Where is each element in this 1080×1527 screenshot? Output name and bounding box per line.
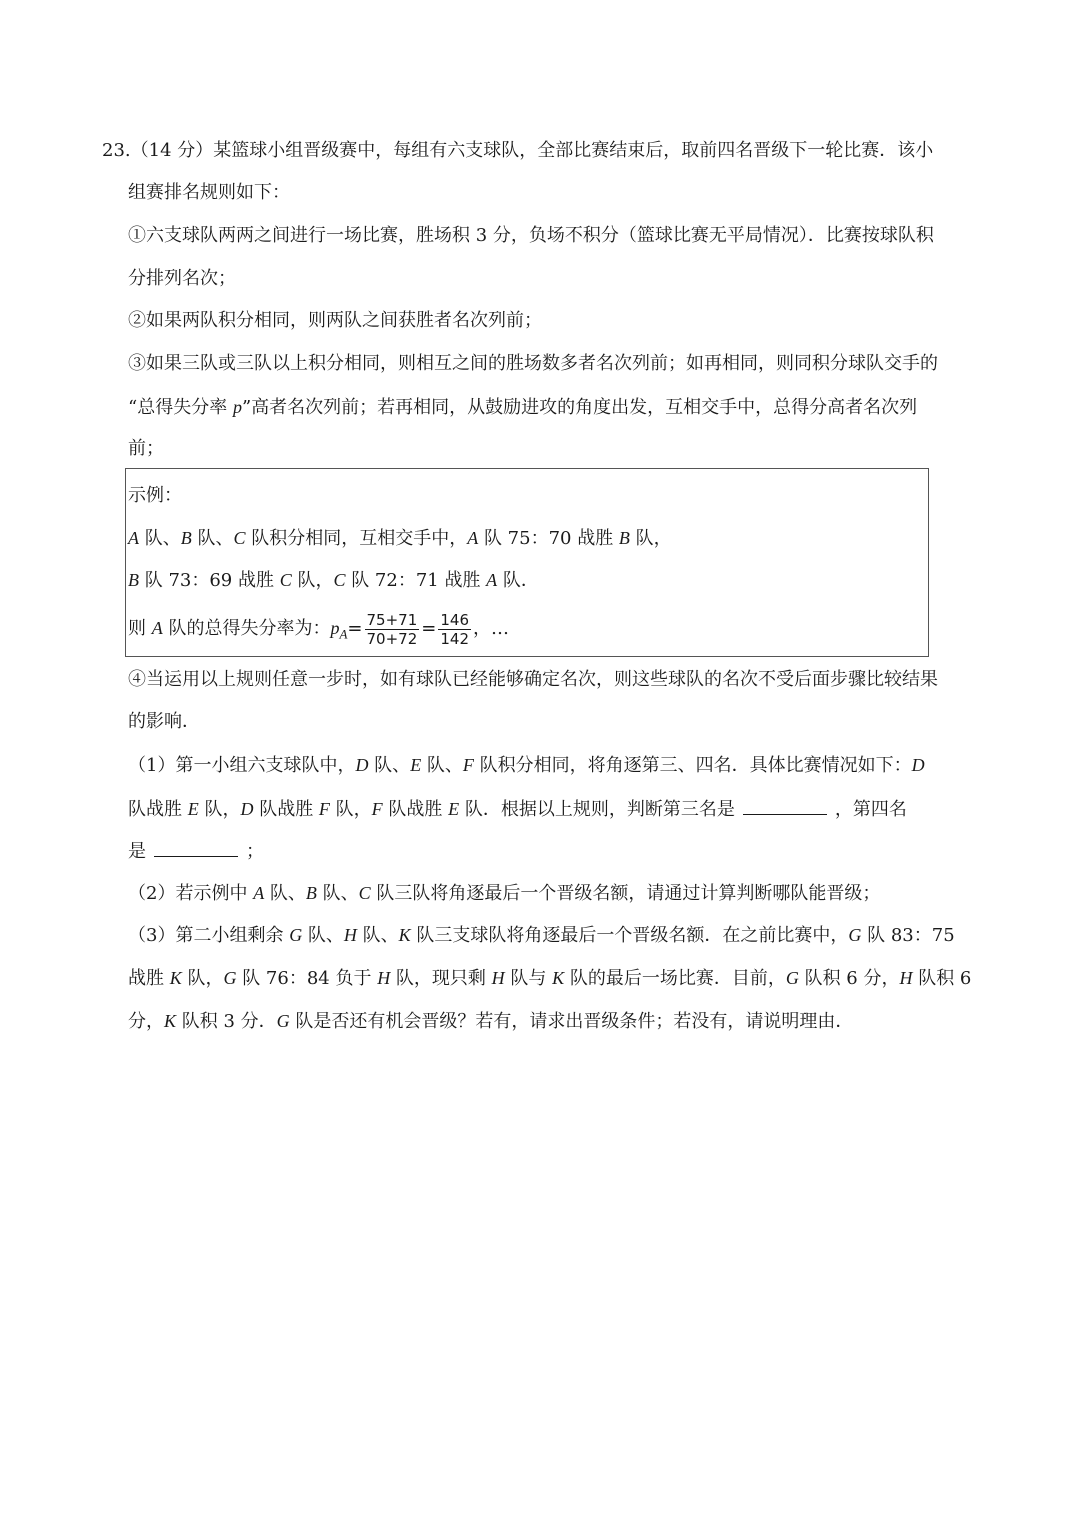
text: ； [246,841,264,862]
equals-sign: = [421,618,437,639]
text: 队三队将角逐最后一个晋级名额，请通过计算判断哪队能晋级； [370,883,881,904]
team-f: F [371,799,383,819]
text: 队、 [139,528,181,549]
text: 队， [329,799,372,820]
variable-p: p [232,397,242,417]
text: 队、 [316,883,359,904]
team-h: H [377,968,391,988]
team-f: F [318,799,330,819]
team-b: B [618,528,630,548]
team-g: G [276,1011,290,1031]
text: 队， [291,570,334,591]
team-g: G [289,925,303,945]
team-k: K [169,968,182,988]
team-k: K [552,968,565,988]
question-line-2: 组赛排名规则如下： [128,182,290,203]
team-a: A [467,528,479,548]
team-c: C [358,883,371,903]
team-b: B [180,528,192,548]
team-h: H [899,968,913,988]
text: 队战胜 [253,799,319,820]
part-2 [128,881,880,906]
rule-2: ②如果两队积分相同，则两队之间获胜者名次列前； [128,310,542,331]
text: 队积 6 [912,968,972,989]
team-h: H [491,968,505,988]
text: 战胜 [128,968,170,989]
answer-blank-fourth-place[interactable] [154,838,238,857]
team-c: C [279,570,292,590]
text: 队是否还有机会晋级？若有，请求出晋级条件；若没有，请说明理由． [289,1011,854,1032]
text: 队、 [421,755,463,776]
text: 队 73：69 战胜 [139,570,280,591]
text: 队积分相同，互相交手中， [245,528,468,549]
variable-p: p [330,618,340,638]
rule-3-line-3: 前； [128,438,164,459]
text: 队与 [504,968,553,989]
subscript-a: A [339,626,348,642]
team-f: F [462,755,474,775]
text: （1）第一小组六支球队中， [128,755,356,776]
text: 队、 [302,925,344,946]
fraction-2-numerator: 146 [440,610,469,629]
team-a: A [253,883,265,903]
text: 队， [181,968,224,989]
example-line-2 [128,568,539,593]
text: 队三支球队将角逐最后一个晋级名额．在之前比赛中， [410,925,849,946]
text: 队， [629,528,672,549]
part-3-line-2 [128,966,971,991]
text: 队， [198,799,241,820]
question-stem: （14 分）某篮球小组晋级赛中，每组有六支球队，全部比赛结束后，取前四名晋级下一轮比赛．该小 [130,140,934,161]
fraction-1-numerator: 75+71 [366,610,418,629]
team-g: G [785,968,799,988]
text: （3）第二小组剩余 [128,925,290,946]
team-c: C [233,528,246,548]
team-b: B [305,883,317,903]
team-g: G [223,968,237,988]
example-line-3 [128,610,509,653]
text: 队战胜 [382,799,449,820]
text: 队积 3 分． [176,1011,277,1032]
rule-4-line-2: 的影响． [128,711,200,732]
rule-3-line-1: ③如果三队或三队以上积分相同，则相互之间的胜场数多者名次列前；如再相同，则同积分球队交手的 [128,353,938,374]
part-3-line-1 [128,923,955,948]
text: 队 83：75 [861,925,955,946]
question-line-1 [102,139,933,163]
team-e: E [410,755,422,775]
text: 则 [128,618,152,639]
team-a: A [486,570,498,590]
rule-3-line-2 [128,395,917,420]
rule-4-line-1: ④当运用以上规则任意一步时，如有球队已经能够确定名次，则这些球队的名次不受后面步骤比较结果 [128,669,938,690]
team-g: G [848,925,862,945]
ellipsis: ，… [473,618,509,639]
fraction-1 [365,611,420,648]
text: 队、 [264,883,306,904]
team-e: E [187,799,199,819]
text: 队 76：84 负于 [236,968,378,989]
team-a: A [128,528,139,548]
team-d: D [240,799,254,819]
text: （2）若示例中 [128,883,254,904]
text: 队 75：70 战胜 [478,528,619,549]
part-1-line-3 [128,838,264,864]
team-k: K [398,925,411,945]
text: 队积 6 分， [798,968,900,989]
rule-1-line-2: 分排列名次； [128,268,236,289]
team-a: A [151,618,163,638]
rule-1-line-1: ①六支球队两两之间进行一场比赛，胜场积 3 分，负场不积分（篮球比赛无平局情况）．比赛按球队积 [128,225,934,246]
text: 队 72：71 战胜 [345,570,487,591]
text: 队，现只剩 [390,968,492,989]
text: 队、 [191,528,234,549]
text: 队、 [368,755,411,776]
part-3-line-3 [128,1009,853,1034]
text: 队的总得失分率为： [162,618,331,639]
team-h: H [343,925,357,945]
team-d: D [355,755,369,775]
team-k: K [164,1011,177,1031]
team-d: D [911,755,925,775]
fraction-2-denominator: 142 [440,629,469,648]
text: 队战胜 [128,799,188,820]
part-1-line-1 [128,753,925,778]
example-line-1 [128,526,672,551]
text: 队的最后一场比赛．目前， [564,968,786,989]
question-number: 23. [102,140,131,161]
text: ，第四名 [834,799,907,820]
fraction-2 [438,611,471,648]
text: 是 [128,841,146,862]
answer-blank-third-place[interactable] [743,796,827,815]
equals-sign: = [347,618,363,639]
text: 分， [128,1011,164,1032]
rule-3-text-a: “总得失分率 [128,397,233,418]
team-b: B [128,570,139,590]
fraction-1-denominator: 70+72 [366,629,418,648]
team-c: C [333,570,346,590]
text: 队．根据以上规则，判断第三名是 [459,799,735,820]
example-title: 示例： [128,485,182,506]
rule-3-text-b: ”高者名次列前；若再相同，从鼓励进攻的角度出发，互相交手中，总得分高者名次列 [241,397,918,418]
team-e: E [448,799,460,819]
text: 队． [497,570,539,591]
text: 队、 [356,925,399,946]
part-1-line-2 [128,796,907,822]
text: 队积分相同，将角逐第三、四名．具体比赛情况如下： [473,755,912,776]
